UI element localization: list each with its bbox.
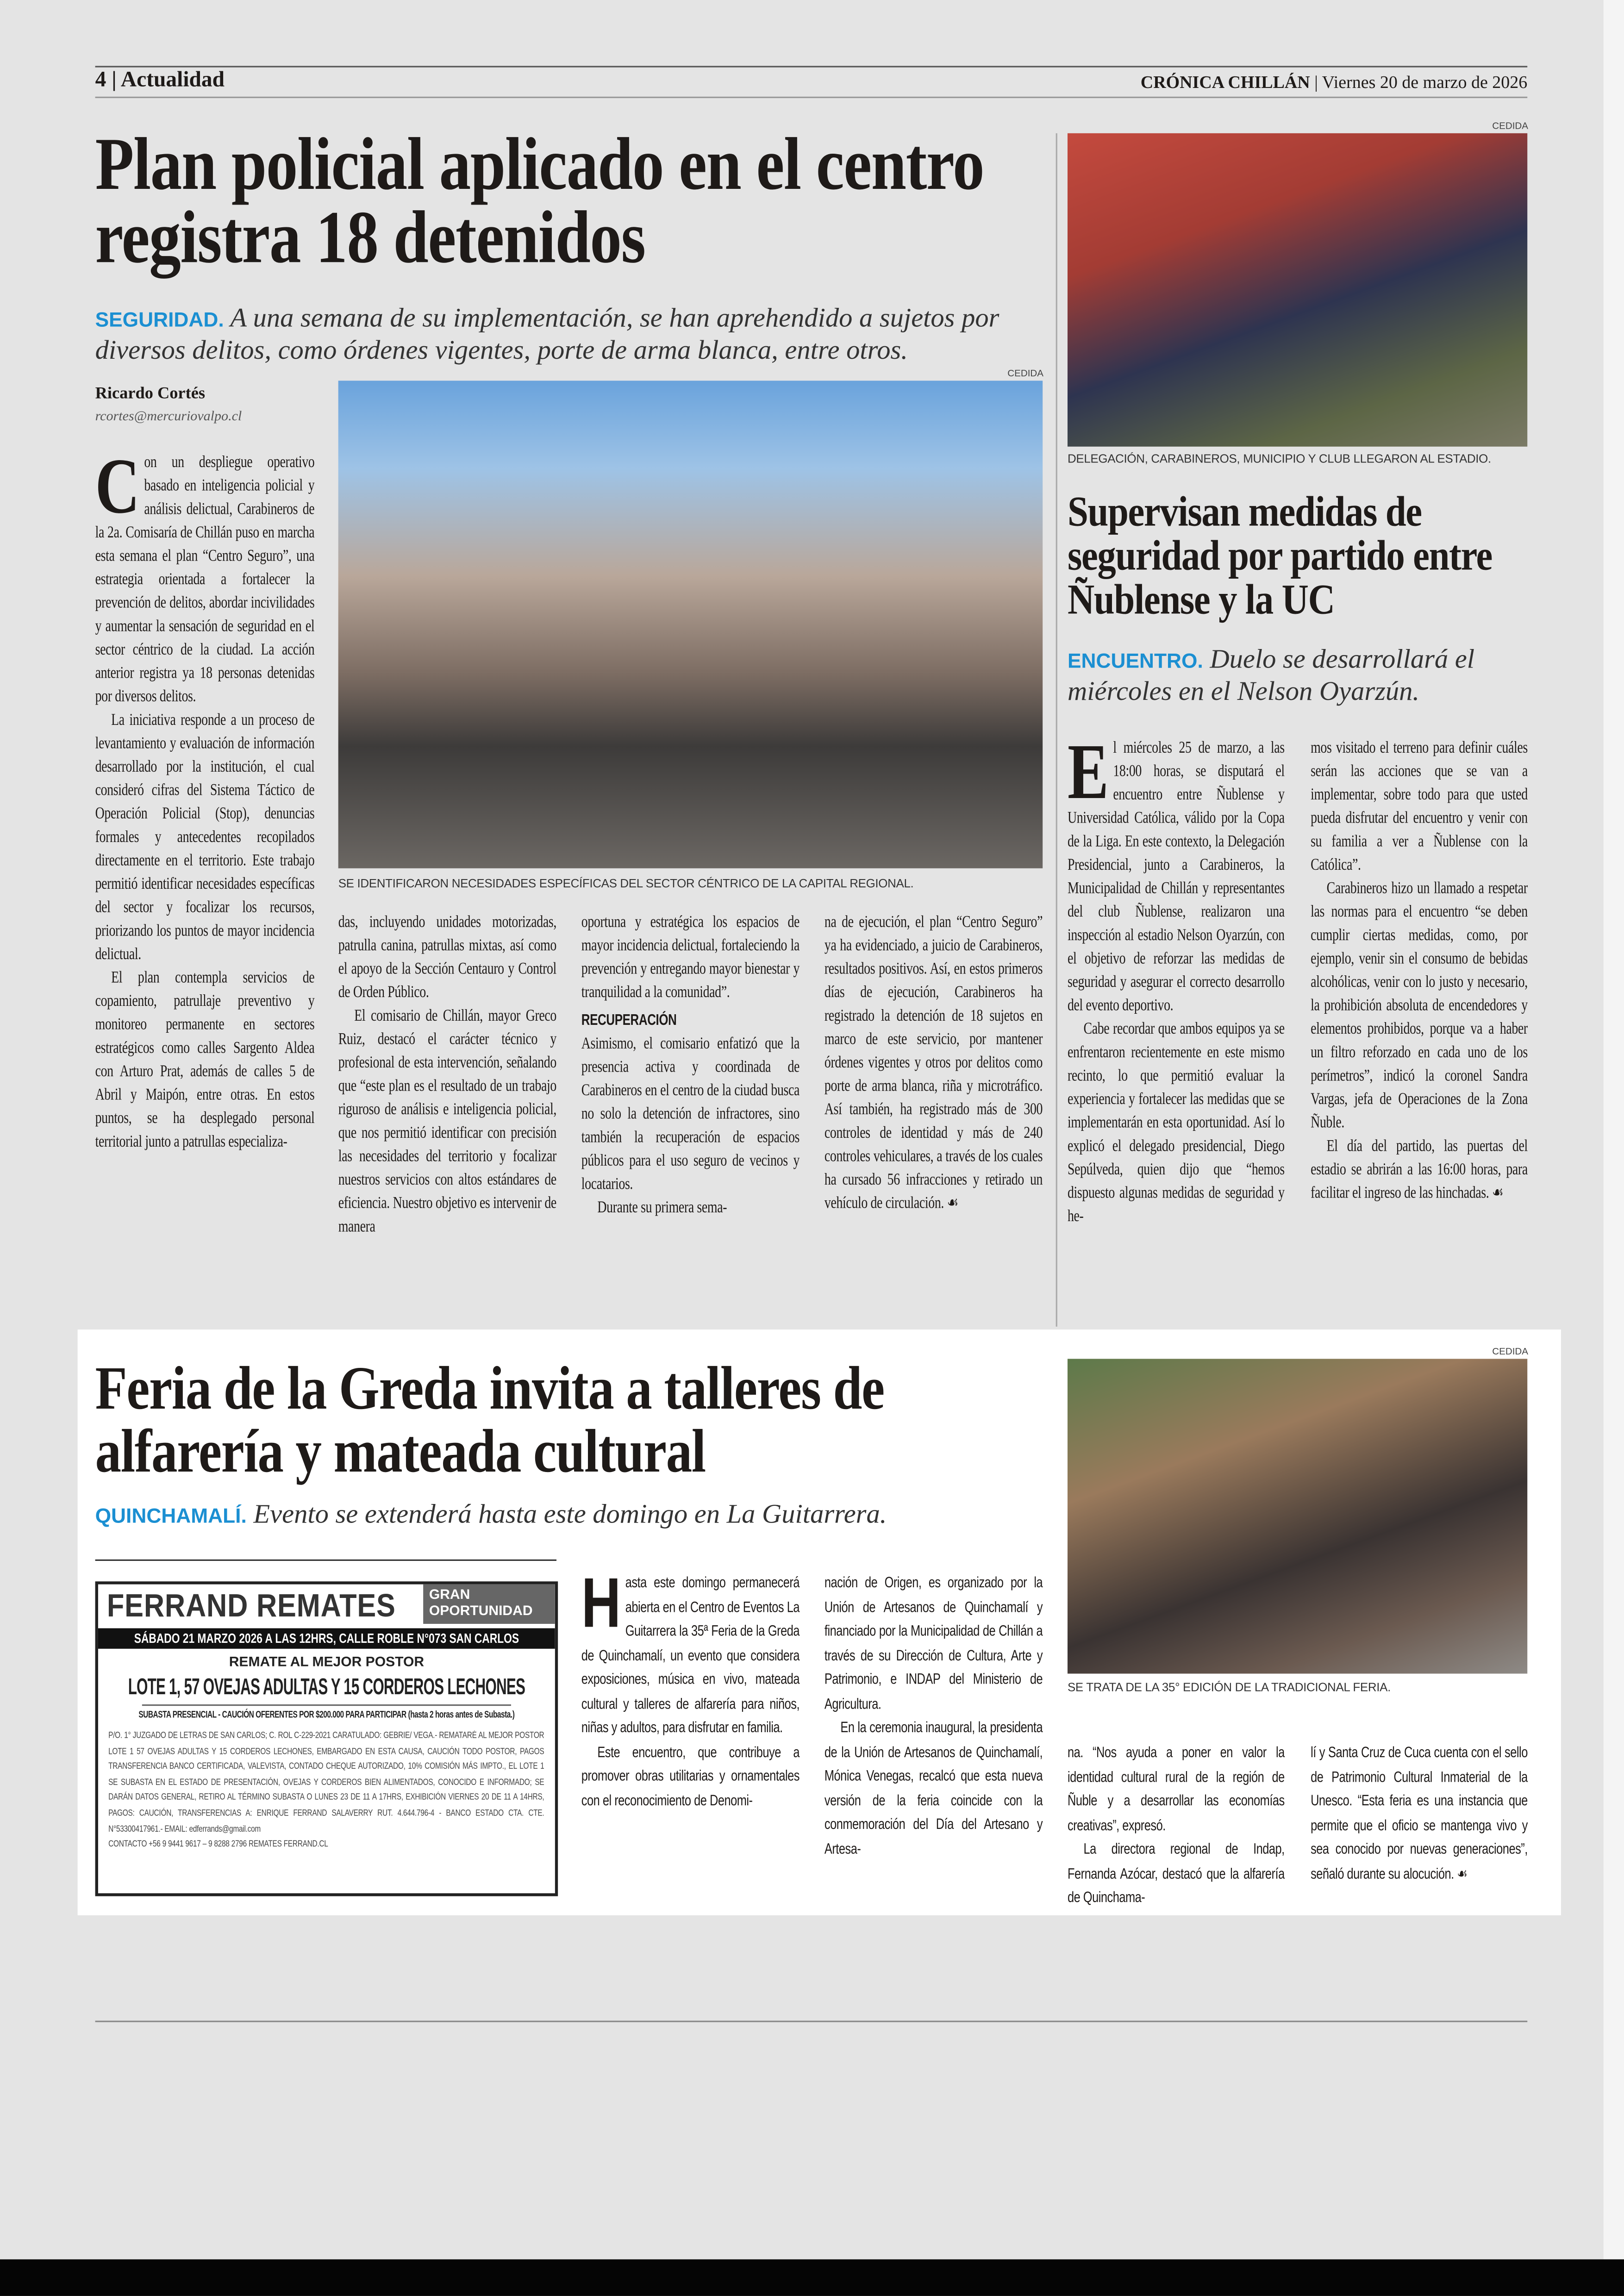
article1-headline: Plan policial aplicado en el centro registra 18 detenidos — [95, 124, 984, 280]
paragraph: El día del partido, las puertas del estadio se abrirán a las 16:00 horas, para facilitar el ingreso de las hinchadas. ☙ — [1311, 1137, 1528, 1202]
article1-email: rcortes@mercuriovalpo.cl — [95, 410, 242, 425]
ad-body — [108, 1729, 544, 1853]
ad-brand: FERRAND REMATES — [106, 1587, 396, 1624]
paragraph: Cabe recordar que ambos equipos ya se enfrentaron recientemente en este mismo recinto, lo que permitió evaluar la experiencia y fortalecer las medidas que se implementarán en esta oportunidad. Así lo explicó el delegado presidencial, Diego Sepúlveda, quien dijo que “hemos dispuesto algunas medidas de seguridad y he- — [1067, 1020, 1285, 1226]
paragraph: na. “Nos ayuda a poner en valor la identidad cultural rural de la región de Ñuble y a desarrollar las economías creativas”, expresó. — [1067, 1745, 1285, 1834]
paragraph: Asimismo, el comisario enfatizó que la presencia activa y coordinada de Carabineros en el centro de la ciudad busca no solo la detención de infractores, sino también la recuperación de espacios públicos para el uso seguro de vecinos y locatarios. — [581, 1035, 800, 1194]
article3-photo-artisan-pottery — [1068, 1359, 1527, 1673]
section-label: 4 | Actualidad — [95, 69, 225, 93]
header-top-rule — [95, 66, 1528, 67]
article3-column-2 — [824, 1572, 1043, 1862]
article3-dek: Evento se extenderá hasta este domingo en La Guitarrera. — [253, 1501, 887, 1530]
viewer-bottom-bar — [0, 2259, 1624, 2296]
ad-top-rule — [95, 1560, 556, 1561]
column-divider — [1056, 133, 1057, 1327]
ad-badge: GRAN OPORTUNIDAD — [423, 1585, 555, 1624]
section-name: Actualidad — [120, 69, 225, 93]
article2-dek: Duelo se desarrollará el miércoles en el Nelson Oyarzún. — [1067, 645, 1474, 707]
paragraph: El plan contempla servicios de copamiento, patrullaje preventivo y monitoreo permanente en sectores estratégicos como calles Sargento Aldea con Arturo Prat, además de calles 5 de Abril y Maipón, entre otras. En estos puntos, se ha desplegado personal territorial junto a patrullas especializa- — [95, 969, 315, 1151]
article2-kicker: ENCUENTRO. — [1067, 649, 1203, 672]
article1-column-4 — [824, 911, 1043, 1216]
paragraph: mos visitado el terreno para definir cuáles serán las acciones que se van a implementar, sobre todo para que usted pueda disfrutar del encuentro y venir con su familia a ver a Ñublense con la Católica”. — [1311, 739, 1528, 874]
page-bottom-rule — [95, 2021, 1528, 2022]
article3-subtitle — [95, 1499, 1047, 1532]
page-number: 4 — [95, 69, 106, 93]
article1-photo-credit: CEDIDA — [1007, 369, 1043, 380]
article2-photo-credit: CEDIDA — [1492, 121, 1528, 132]
paragraph: nación de Origen, es organizado por la Unión de Artesanos de Quinchamalí y financiado por la Municipalidad de Chillán a través de su Dirección de Cultura, Arte y Patrimonio, e INDAP del Ministerio de Agricultura. — [824, 1575, 1043, 1713]
article3-column-3 — [1068, 1742, 1285, 1911]
article2-caption: DELEGACIÓN, CARABINEROS, MUNICIPIO Y CLUB LLEGARON AL ESTADIO. — [1067, 452, 1491, 466]
article2-subtitle — [1068, 644, 1527, 709]
article1-subheading: RECUPERACIÓN — [581, 1011, 677, 1029]
paragraph: l miércoles 25 de marzo, a las 18:00 horas, se disputará el encuentro entre Ñublense y Universidad Católica, válido por la Copa de la Liga. En este contexto, la Delegación Presidencial, junto a Carabineros, la Municipalidad de Chillán y representantes del club Ñublense, realizaron una inspección al estadio Nelson Oyarzún, con el objetivo de reforzar las medidas de seguridad y asegurar el correcto desarrollo del evento deportivo. — [1067, 739, 1285, 1015]
paragraph: asta este domingo permanecerá abierta en el Centro de Eventos La Guitarrera la 35ª Feria de la Greda de Quinchamalí, un evento que considera exposiciones, música en vivo, mateada cultural y talleres de alfarería para niños, niñas y adultos, para disfrutar en familia. — [581, 1575, 800, 1737]
paragraph: La directora regional de Indap, Fernanda Azócar, destacó que la alfarería de Quinchama- — [1067, 1842, 1285, 1907]
article3-column-4 — [1311, 1742, 1528, 1887]
paragraph: El comisario de Chillán, mayor Greco Ruiz, destacó el carácter técnico y profesional de esta intervención, señalando que “este plan es el resultado de un trabajo riguroso de análisis e inteligencia policial, que nos permitió identificar con precisión las necesidades del territorio y focalizar nuestros servicios con altos estándares de eficiencia. Nuestro objetivo es intervenir de manera — [338, 1007, 556, 1236]
article2-column-1 — [1067, 728, 1285, 1229]
dropcap: H — [581, 1565, 621, 1643]
ad-line2: LOTE 1, 57 OVEJAS ADULTAS Y 15 CORDEROS LECHONES — [128, 1675, 525, 1700]
article2-headline: Supervisan medidas de seguridad por partido entre Ñublense y la UC — [1067, 489, 1492, 624]
article1-dek: A una semana de su implementación, se han aprehendido a sujetos por diversos delitos, como órdenes vigentes, porte de arma blanca, entre otros. — [95, 304, 999, 366]
article1-author: Ricardo Cortés — [95, 385, 206, 403]
ferrand-remates-ad — [95, 1581, 558, 1896]
dropcap: C — [95, 442, 140, 530]
paragraph: on un despliegue operativo basado en inteligencia policial y análisis delictual, Carabineros de la 2a. Comisaría de Chillán puso en marcha esta semana el plan “Centro Seguro”, una estrategia orientada a fortalecer la prevención de delitos, abordar incivilidades y aumentar la sensación de seguridad en el sector céntrico de la ciudad. La acción anterior registra ya 18 personas detenidas por diversos delitos. — [95, 454, 315, 706]
ad-line3: SUBASTA PRESENCIAL - CAUCIÓN OFERENTES POR $200.000 PARA PARTICIPAR (hasta 2 horas antes de Subasta.) — [138, 1710, 515, 1721]
issue-date: Viernes 20 de marzo de 2026 — [1322, 71, 1528, 93]
paragraph: oportuna y estratégica los espacios de mayor incidencia delictual, fortaleciendo la prevención y entregando mayor bienestar y tranquilidad a la comunidad”. — [581, 913, 800, 1002]
article3-headline: Feria de la Greda invita a talleres de alfarería y mateada cultural — [95, 1356, 884, 1486]
article1-column-3 — [581, 911, 800, 1220]
article2-column-2 — [1311, 736, 1528, 1205]
article1-column-1 — [95, 442, 315, 1154]
ad-divider — [142, 1704, 511, 1706]
masthead-date: CRÓNICA CHILLÁN | Viernes 20 de marzo de 2026 — [1140, 71, 1528, 93]
paragraph: La iniciativa responde a un proceso de levantamiento y evaluación de información desarrollado por la institución, el cual consideró cifras del Sistema Táctico de Operación Policial (Stop), denuncias formales y antecedentes recopilados directamente en el territorio. Este trabajo permitió identificar necesidades específicas del sector y focalizar los recursos, priorizando los puntos de mayor incidencia delictual. — [95, 711, 315, 964]
paragraph: das, incluyendo unidades motorizadas, patrulla canina, patrullas mixtas, así como el apoyo de la Sección Centauro y Control de Orden Público. — [338, 913, 556, 1002]
paragraph: lí y Santa Cruz de Cuca cuenta con el sello de Patrimonio Cultural Inmaterial de la Unesco. “Esta feria es una instancia que permite que el oficio se mantenga vivo y sea conocido por nuevas generaciones”, señaló durante su alocución. ☙ — [1311, 1745, 1528, 1883]
article3-kicker: QUINCHAMALÍ. — [95, 1504, 247, 1528]
paragraph: En la ceremonia inaugural, la presidenta de la Unión de Artesanos de Quinchamalí, Mónica Venegas, recalcó que esta nueva versión de la feria coincide con la conmemoración del Día del Artesano y Artesa- — [824, 1720, 1043, 1858]
article1-caption: SE IDENTIFICARON NECESIDADES ESPECÍFICAS DEL SECTOR CÉNTRICO DE LA CAPITAL REGIONAL. — [338, 877, 914, 891]
article3-photo-credit: CEDIDA — [1492, 1347, 1528, 1358]
paragraph: Durante su primera sema- — [597, 1199, 727, 1217]
article3-column-1 — [581, 1565, 800, 1814]
ad-line1: REMATE AL MEJOR POSTOR — [229, 1654, 425, 1671]
header-bottom-rule — [95, 97, 1528, 98]
ad-contact: CONTACTO +56 9 9441 9617 – 9 8288 2796 REMATES FERRAND.CL — [108, 1839, 328, 1850]
article1-column-2 — [338, 911, 556, 1239]
paragraph: Este encuentro, que contribuye a promover obras utilitarias y ornamentales con el reconocimiento de Denomi- — [581, 1744, 800, 1809]
ad-date-bar — [98, 1628, 555, 1648]
paper-name: CRÓNICA CHILLÁN — [1140, 71, 1310, 93]
ad-date-line: SÁBADO 21 MARZO 2026 A LAS 12HRS, CALLE ROBLE N°073 SAN CARLOS — [134, 1631, 519, 1646]
article3-caption: SE TRATA DE LA 35° EDICIÓN DE LA TRADICIONAL FERIA. — [1067, 1681, 1391, 1694]
article1-kicker: SEGURIDAD. — [95, 307, 224, 331]
paragraph: na de ejecución, el plan “Centro Seguro” ya ha evidenciado, a juicio de Carabineros, resultados positivos. Así, en estos primeros días de ejecución, Carabineros ha registrado la detención de 18 sujetos en marco de este servicio, por mantener órdenes vigentes y otros por delitos como porte de arma blanca, riña y microtráfico. Así también, ha registrado más de 300 controles de identidad y más de 240 controles vehiculares, a través de los cuales ha cursado 56 infracciones y retirado un vehículo de circulación. ☙ — [824, 913, 1043, 1213]
page-edge — [1604, 0, 1624, 2259]
paragraph: Carabineros hizo un llamado a respetar las normas para el encuentro “se deben cumplir ciertas medidas, como, por ejemplo, venir sin el consumo de bebidas alcohólicas, venir con lo justo y necesario, la prohibición absoluta de encendedores y elementos prohibidos, porque va a haber un filtro reforzado en cada uno de los perímetros”, indicó la coronel Sandra Vargas, jefa de Operaciones de la Zona Ñuble. — [1311, 880, 1528, 1132]
article1-subtitle — [95, 303, 1047, 368]
article2-photo-stadium-delegation — [1068, 133, 1527, 447]
article1-photo-police-officers — [338, 381, 1043, 868]
ad-body-text: P/O. 1° JUZGADO DE LETRAS DE SAN CARLOS; C. ROL C-229-2021 CARATULADO: GEBRIE/ VEGA.- REMATARÉ AL MEJOR POSTOR LOTE 1 57 OVEJAS ADULTAS Y 15 CORDEROS LECHONES, EMBARGADO EN ESTA CAUSA, CAUCIÓN TODO POSTOR, PAGOS TRANSFERENCIA BANCO CERTIFICADA, VALEVISTA, CONTADO CHEQUE AUTORIZADO, 10% COMISIÓN MÁS IMPTO., EL LOTE 1 SE SUBASTA EN EL ESTADO DE PRESENTACIÓN, OVEJAS Y CORDEROS BIEN ALIMENTADOS, CONOCIDO E INFORMADO; SE DARÁN DATOS GENERAL, RETIRO AL TÉRMINO SUBASTA O LUNES 23 DE 11 A 17HRS, EXHIBICIÓN VIERNES 20 DE 11 A 14HRS, PAGOS: CAUCIÓN, TRANSFERENCIAS A: ENRIQUE FERRAND SALAVERRY RUT. 4.644.796-4 - BANCO ESTADO CTA. CTE. N°53300417961.- EMAIL: edferrands@gmail.com — [108, 1730, 544, 1834]
dropcap: E — [1067, 728, 1109, 816]
